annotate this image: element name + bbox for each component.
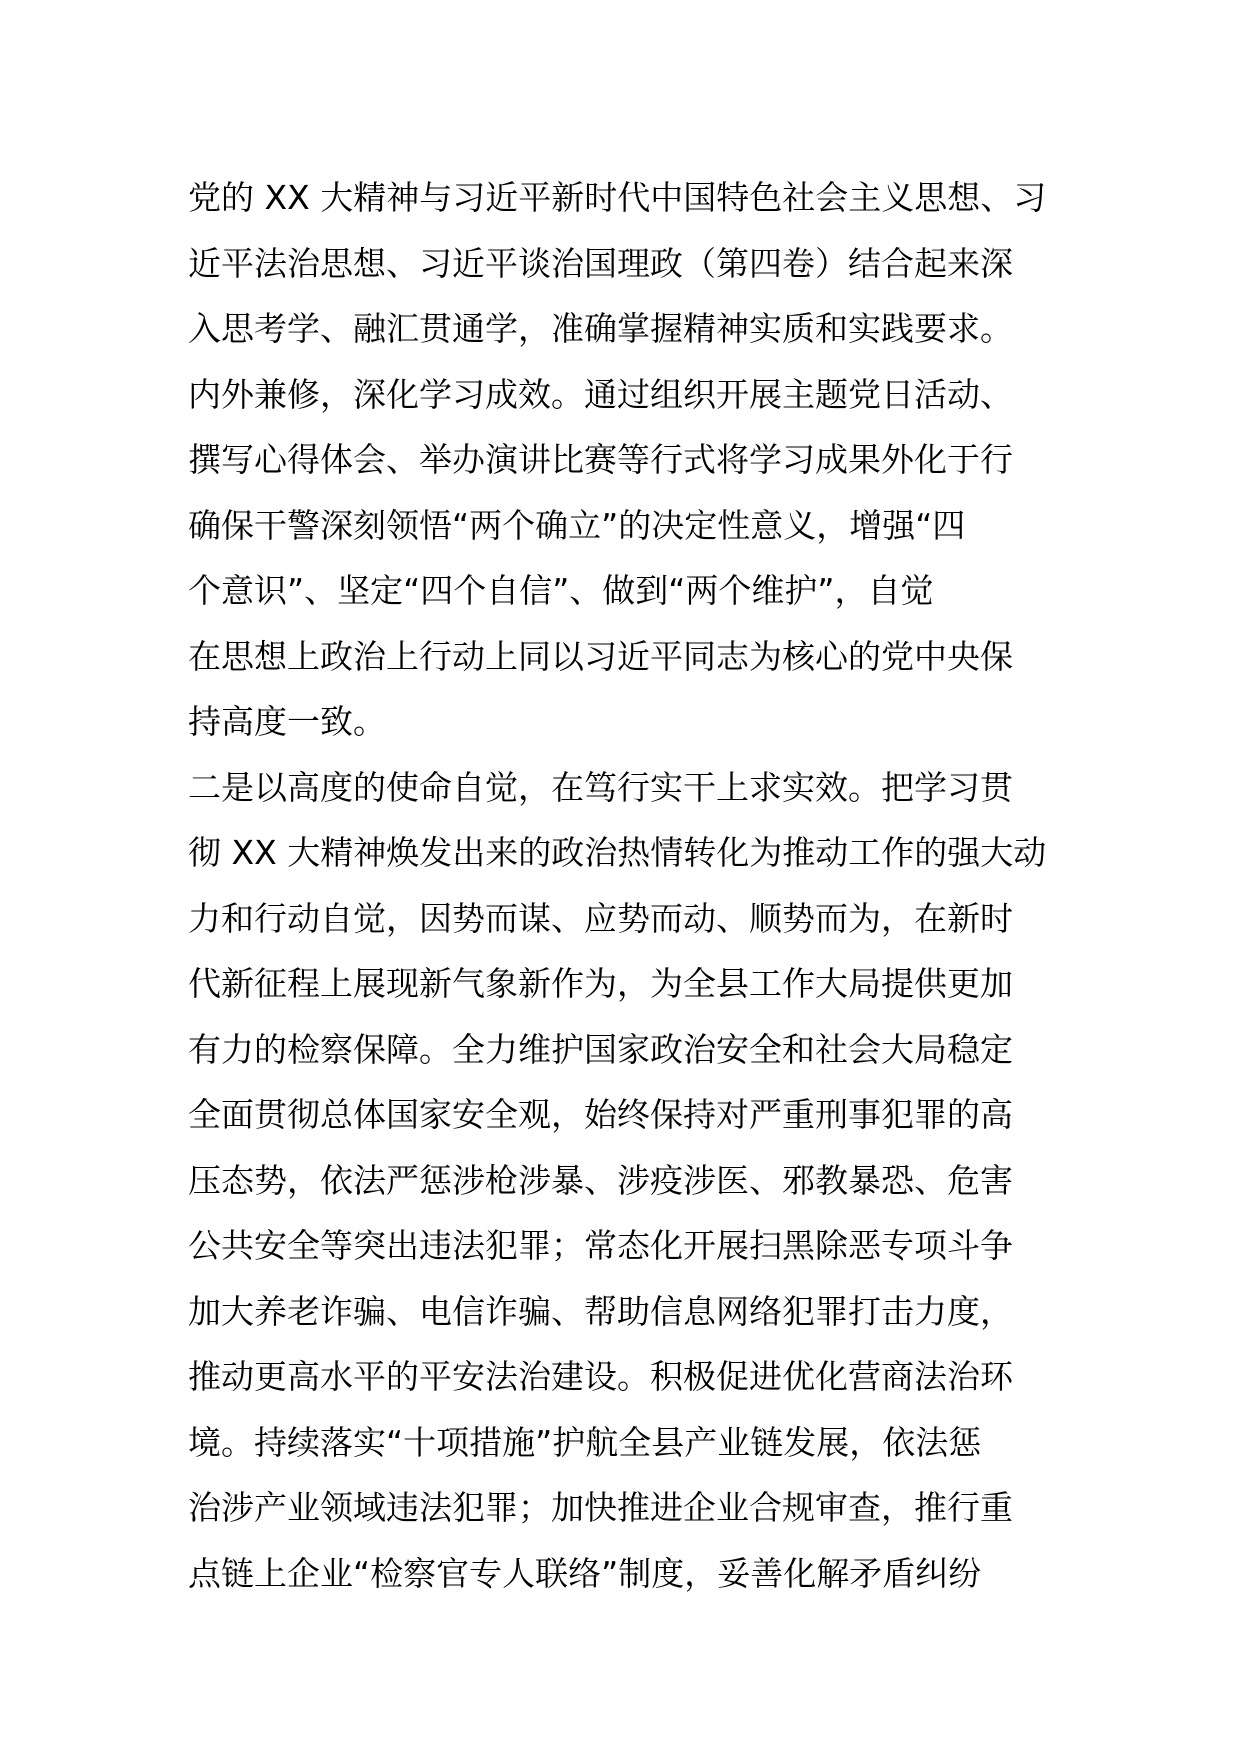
text-line: 点链上企业“检察官专人联络”制度，妥善化解矛盾纠纷 xyxy=(188,1553,982,1593)
text-line: 境。持续落实“十项措施”护航全县产业链发展，依法惩 xyxy=(188,1422,982,1462)
text-line: 加大养老诈骗、电信诈骗、帮助信息网络犯罪打击力度， xyxy=(188,1291,1013,1331)
text-line: 彻 XX 大精神焕发出来的政治热情转化为推动工作的强大动 xyxy=(188,833,1047,872)
text-line: 全面贯彻总体国家安全观，始终保持对严重刑事犯罪的高 xyxy=(188,1095,1013,1134)
text-line: 在思想上政治上行动上同以习近平同志为核心的党中央保 xyxy=(188,636,1013,676)
text-line: 代新征程上展现新气象新作为，为全县工作大局提供更加 xyxy=(188,964,1013,1003)
text-line: 公共安全等突出违法犯罪；常态化开展扫黑除恶专项斗争 xyxy=(188,1226,1013,1265)
text-line: 确保干警深刻领悟“两个确立”的决定性意义，增强“四 xyxy=(188,505,966,545)
text-line: 治涉产业领域违法犯罪；加快推进企业合规审查，推行重 xyxy=(188,1488,1013,1527)
text-line: 个意识”、坚定“四个自信”、做到“两个维护”，自觉 xyxy=(188,571,934,610)
text-line: 党的 XX 大精神与习近平新时代中国特色社会主义思想、习 xyxy=(188,178,1047,217)
text-line: 持高度一致。 xyxy=(188,702,386,741)
body-text xyxy=(188,165,1068,1606)
text-line: 撰写心得体会、举办演讲比赛等行式将学习成果外化于行 xyxy=(188,440,1013,479)
text-line: 二是以高度的使命自觉，在笃行实干上求实效。把学习贯 xyxy=(188,767,1013,807)
text-line: 压态势，依法严惩涉枪涉暴、涉疫涉医、邪教暴恐、危害 xyxy=(188,1160,1013,1200)
text-line: 有力的检察保障。全力维护国家政治安全和社会大局稳定 xyxy=(188,1029,1013,1069)
text-line: 内外兼修，深化学习成效。通过组织开展主题党日活动、 xyxy=(188,374,1013,414)
text-line: 力和行动自觉，因势而谋、应势而动、顺势而为，在新时 xyxy=(188,898,1013,938)
text-line: 推动更高水平的平安法治建设。积极促进优化营商法治环 xyxy=(188,1357,1013,1396)
text-line: 入思考学、融汇贯通学，准确掌握精神实质和实践要求。 xyxy=(188,309,1013,348)
text-line: 近平法治思想、习近平谈治国理政（第四卷）结合起来深 xyxy=(188,243,1013,283)
